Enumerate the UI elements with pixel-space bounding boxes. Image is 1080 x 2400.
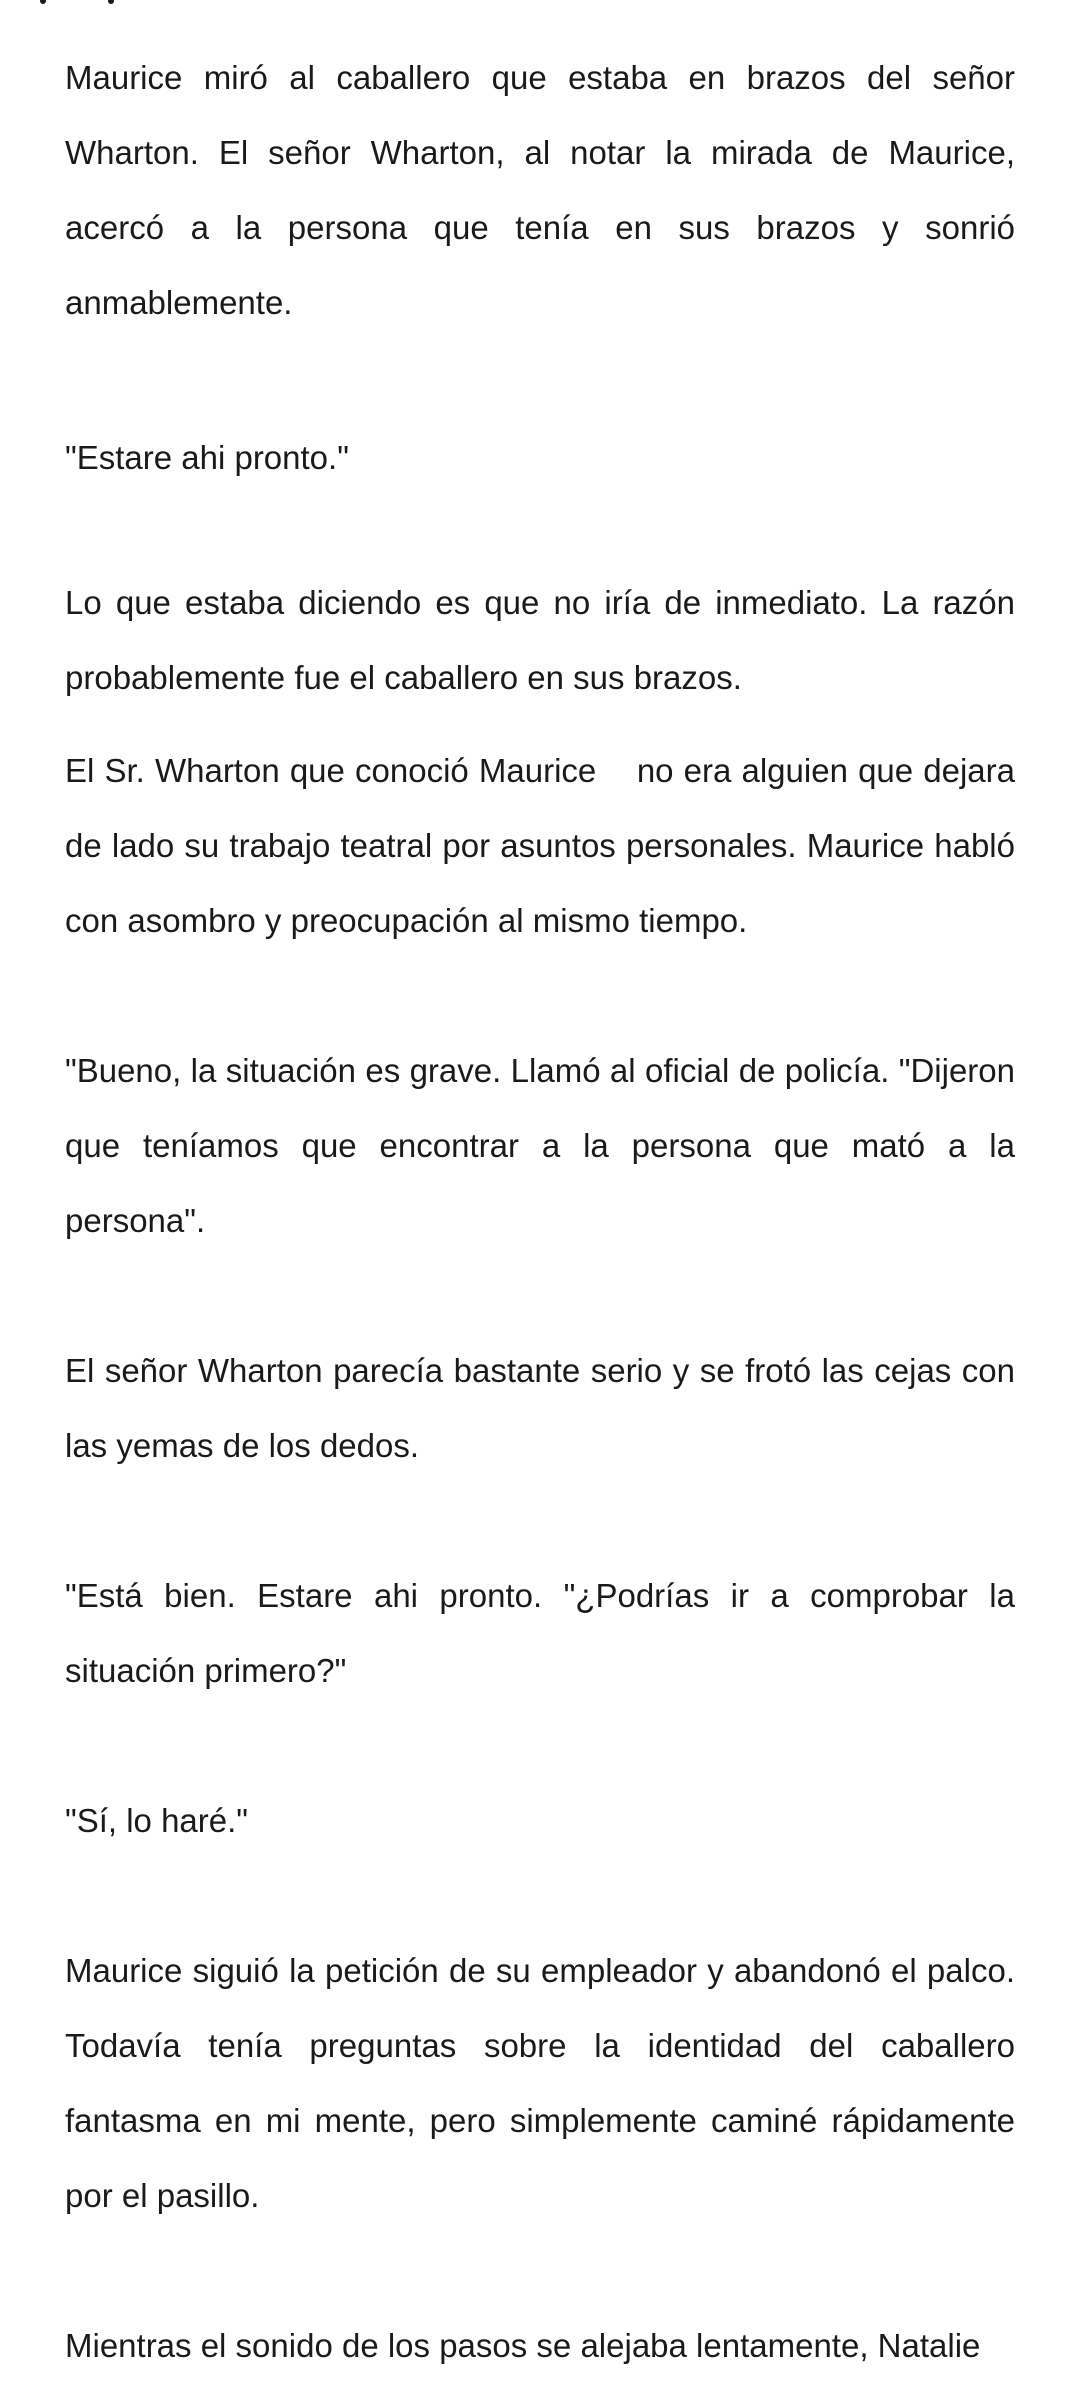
paragraph-8: "Sí, lo haré." bbox=[65, 1802, 249, 1839]
paragraph-3: Lo que estaba diciendo es que no iría de inmediato. La razón probablemente fue el caballero en sus brazos. bbox=[65, 584, 1015, 696]
paragraph-4: El Sr. Wharton que conoció Maurice no era alguien que dejara de lado su trabajo teatral por asuntos personales. Maurice habló con asombro y preocupación al mismo tiempo. bbox=[65, 752, 1025, 939]
previous-line-fragment bbox=[40, 0, 240, 8]
paragraph-10: Mientras el sonido de los pasos se alejaba lentamente, Natalie bbox=[65, 2327, 981, 2364]
paragraph-7: "Está bien. Estare ahi pronto. "¿Podrías ir a comprobar la situación primero?" bbox=[65, 1577, 1015, 1689]
paragraph-6: El señor Wharton parecía bastante serio y se frotó las cejas con las yemas de los dedos. bbox=[65, 1352, 1015, 1464]
paragraph-1: Maurice miró al caballero que estaba en brazos del señor Wharton. El señor Wharton, al notar la mirada de Maurice, acercó a la persona que tenía en sus brazos y sonrió anmablemente. bbox=[65, 59, 1015, 321]
paragraph-5: "Bueno, la situación es grave. Llamó al oficial de policía. "Dijeron que teníamos que encontrar a la persona que mató a la persona". bbox=[65, 1052, 1015, 1239]
paragraph-2: "Estare ahi pronto." bbox=[65, 439, 349, 476]
paragraph-9: Maurice siguió la petición de su empleador y abandonó el palco. Todavía tenía preguntas sobre la identidad del caballero fantasma en mi mente, pero simplemente caminé rápidamente por el pasillo. bbox=[65, 1952, 1015, 2214]
